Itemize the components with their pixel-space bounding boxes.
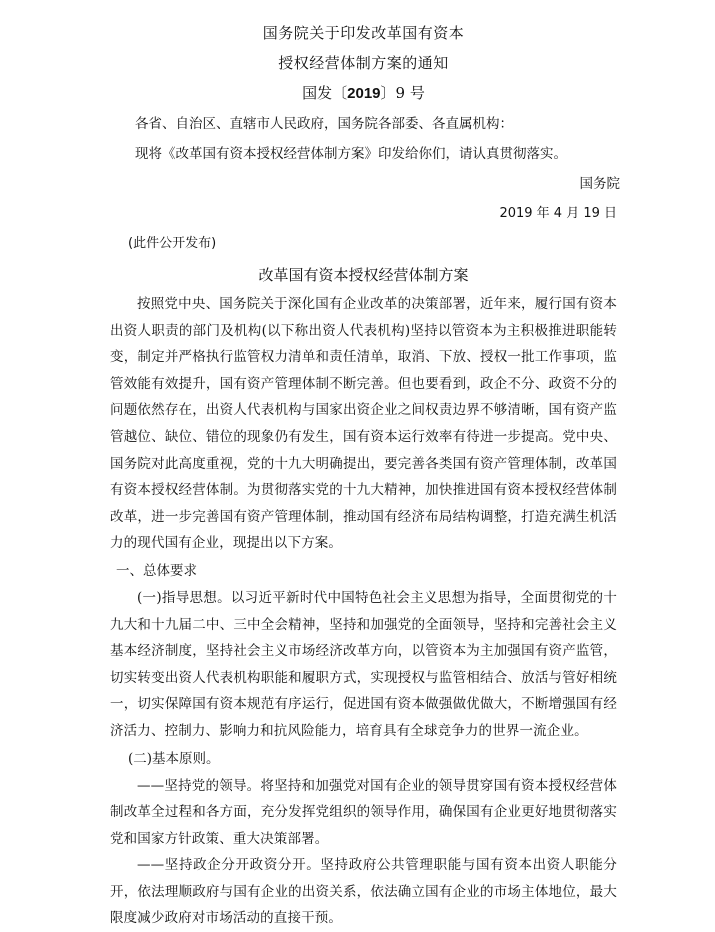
notice-title-line1: 国务院关于印发改革国有资本 xyxy=(262,24,465,42)
guiding-ideology-paragraph: (一)指导思想。以习近平新时代中国特色社会主义思想为指导，全面贯彻党的十九大和十九届二中、三中全会精神，坚持和加强党的全面领导，坚持和完善社会主义基本经济制度，坚持社会主义市场经济改革方向，以管资本为主加强国有资产监管，切实转变出资人代表机构职能和履职方式，实现授权与监管相结合、放活与管好相统一，切实保障国有资本规范有序运行，促进国有资本做强做优做大，不断增强国有经济活力、控制力、影响力和抗风险能力，培育具有全球竞争力的世界一流企业。 xyxy=(110,589,617,739)
notice-title-line2: 授权经营体制方案的通知 xyxy=(278,54,449,72)
document-number xyxy=(110,78,617,109)
basic-principles-heading: (二)基本原则。 xyxy=(128,750,220,767)
plan-intro-paragraph: 按照党中央、国务院关于深化国有企业改革的决策部署，近年来，履行国有资本出资人职责的部门及机构(以下称出资人代表机构)坚持以管资本为主积极推进职能转变，制定并严格执行监管权力清单和责任清单，取消、下放、授权一批工作事项，监管效能有效提升，国有资产管理体制不断完善。但也要看到，政企不分、政资不分的问题依然存在，出资人代表机构与国家出资企业之间权责边界不够清晰，国有资产监管越位、缺位、错位的现象仍有发生，国有资本运行效率有待进一步提高。党中央、国务院对此高度重视，党的十九大明确提出，要完善各类国有资产管理体制，改革国有资本授权经营体制。为贯彻落实党的十九大精神，加快推进国有资本授权经营体制改革，进一步完善国有资产管理体制，推动国有经济布局结构调整，打造充满生机活力的现代国有企业，现提出以下方案。 xyxy=(110,296,617,552)
principle-separation: ——坚持政企分开政资分开。坚持政府公共管理职能与国有资本出资人职能分开，依法理顺政府与国有企业的出资关系，依法确立国有企业的市场主体地位，最大限度减少政府对市场活动的直接干预。 xyxy=(110,857,617,927)
letter-body: 现将《改革国有资本授权经营体制方案》印发给你们，请认真贯彻落实。 xyxy=(135,146,567,162)
recipients-line: 各省、自治区、直辖市人民政府，国务院各部委、各直属机构： xyxy=(135,116,513,132)
section-heading-general-requirements: 一、总体要求 xyxy=(116,562,197,579)
publication-note: (此件公开发布) xyxy=(128,236,217,251)
issue-date: 2019 年 4 月 19 日 xyxy=(499,206,617,221)
issuer-name: 国务院 xyxy=(579,176,620,192)
plan-title: 改革国有资本授权经营体制方案 xyxy=(258,266,469,284)
principle-party-leadership: ——坚持党的领导。将坚持和加强党对国有企业的领导贯穿国有资本授权经营体制改革全过程和各方面，充分发挥党组织的领导作用，确保国有企业更好地贯彻落实党和国家方针政策、重大决策部署。 xyxy=(110,777,617,847)
doc-number-year: 2019 xyxy=(347,85,381,102)
doc-number-suffix: 〕9 号 xyxy=(380,84,425,102)
doc-number-prefix: 国发〔 xyxy=(302,84,348,102)
